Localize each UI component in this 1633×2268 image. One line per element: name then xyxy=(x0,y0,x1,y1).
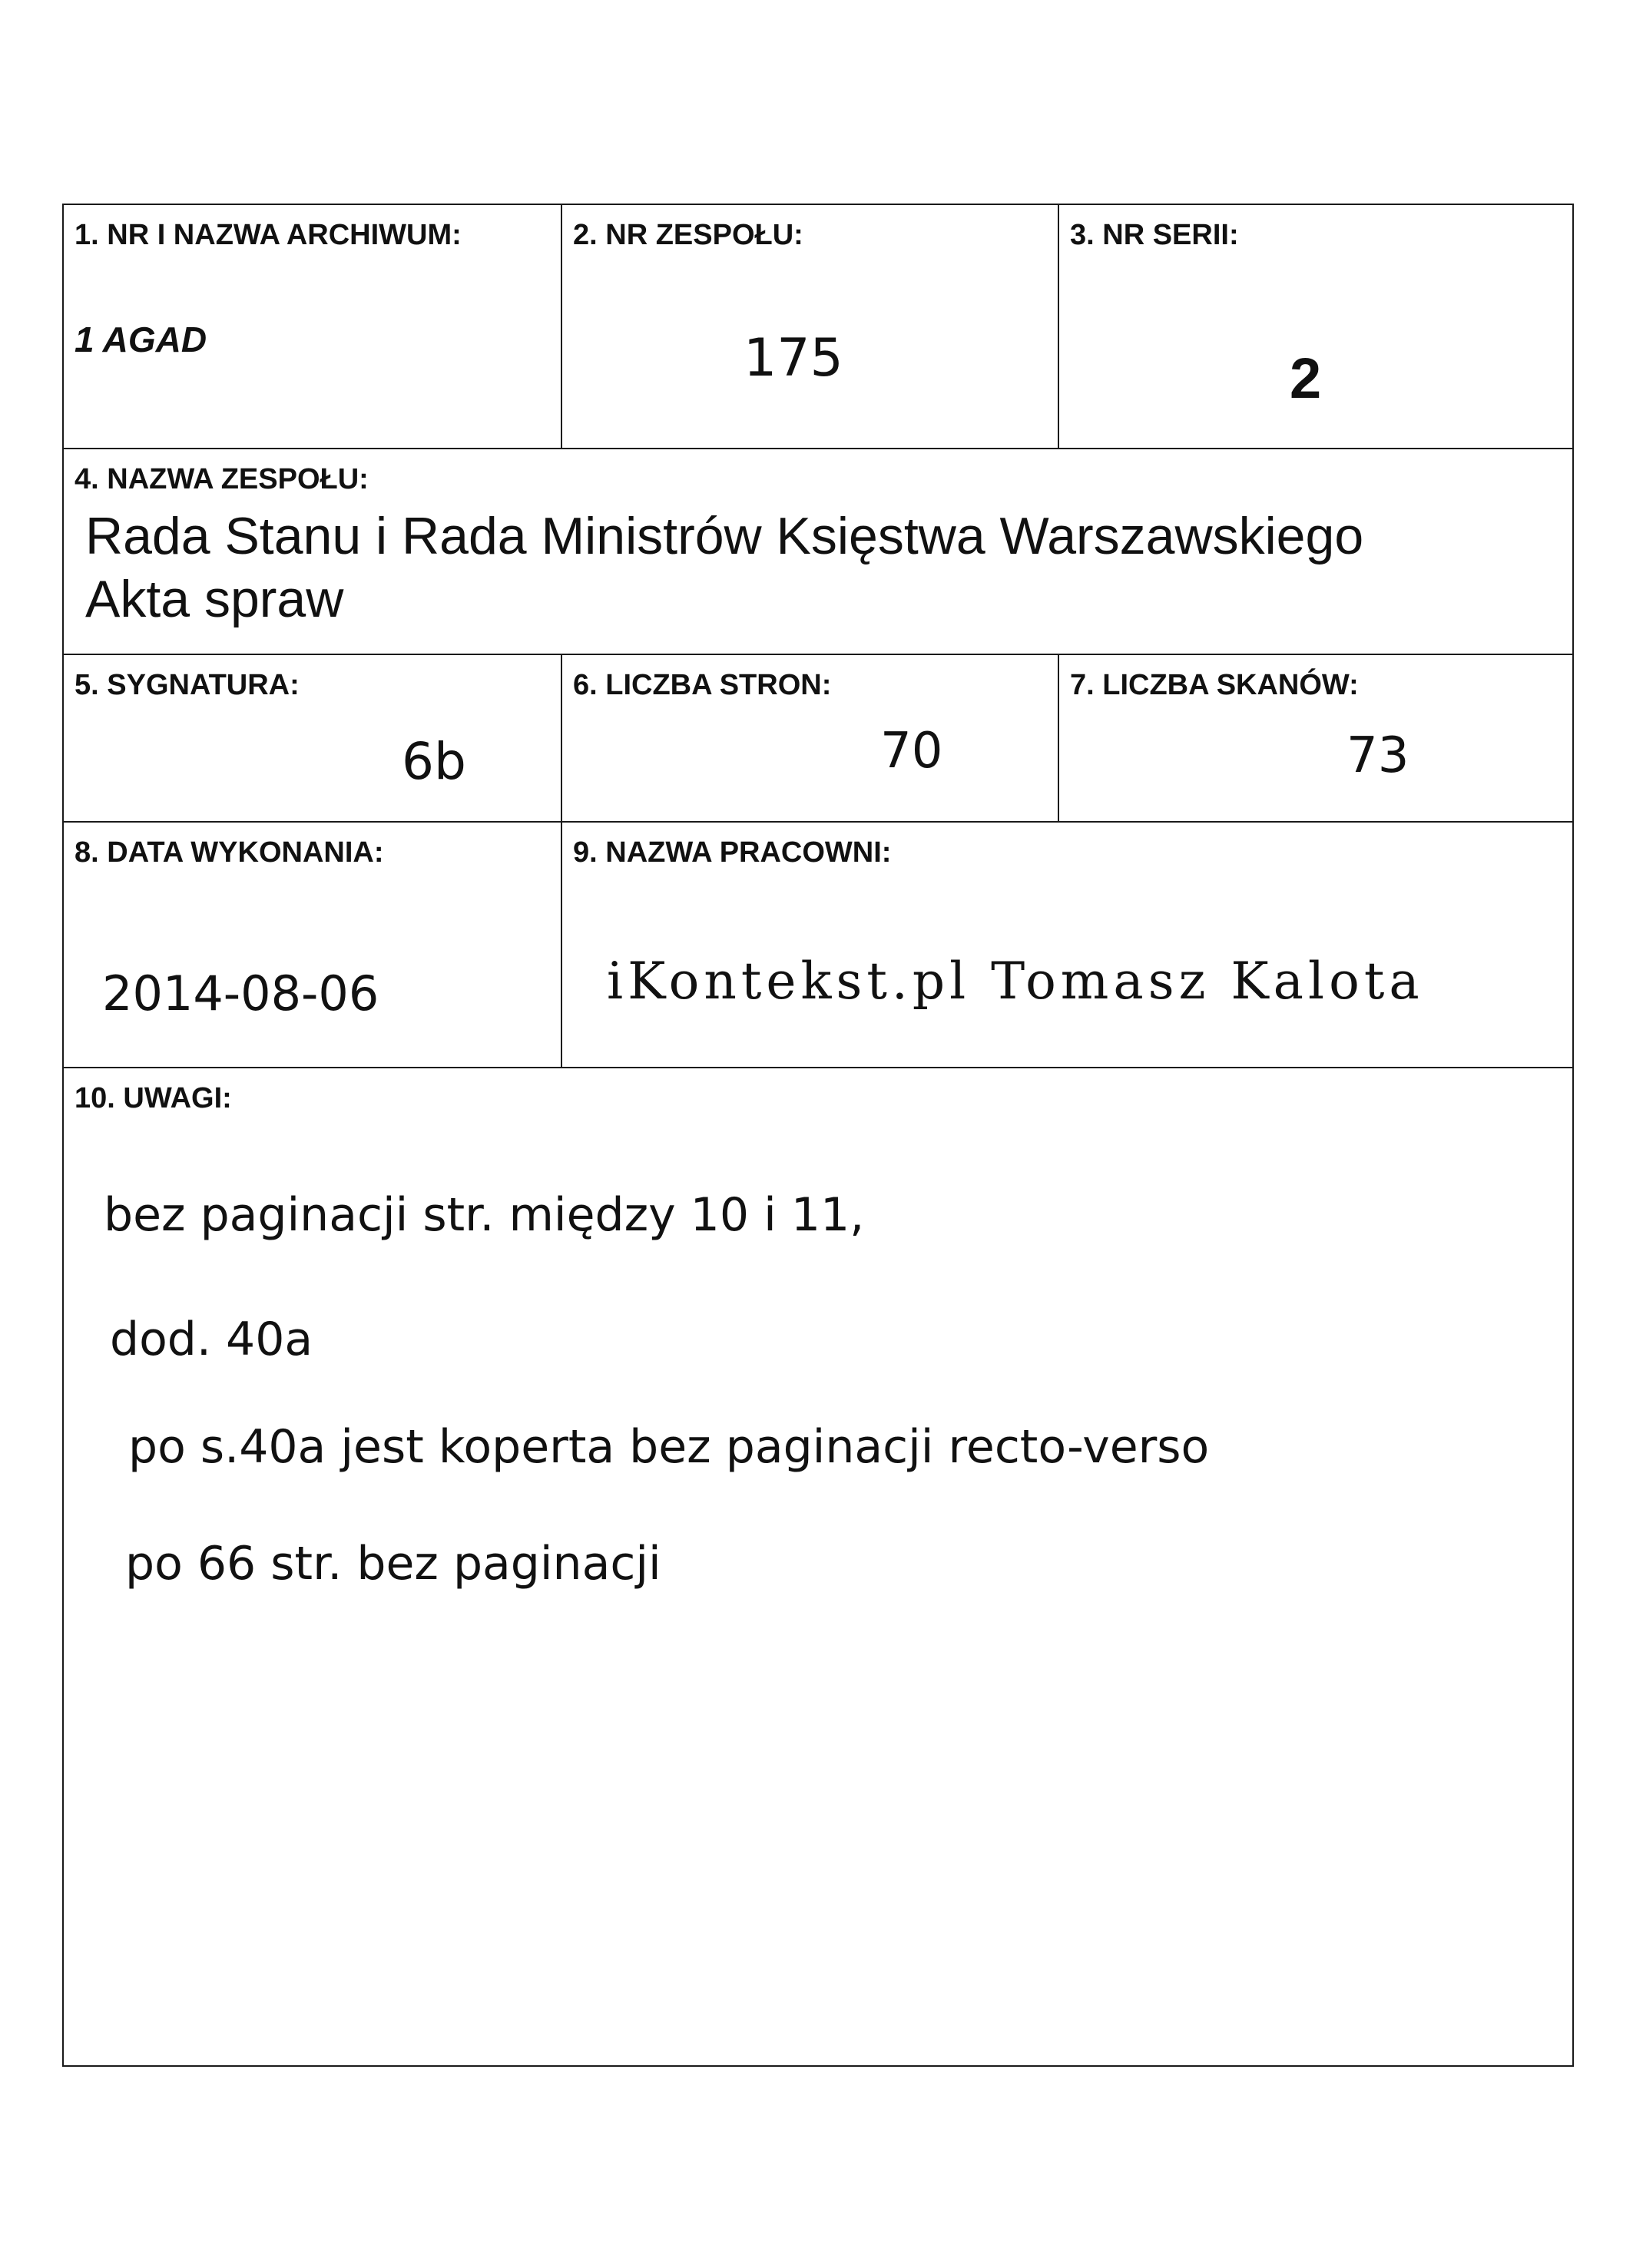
studio-value: iKontekst.pl Tomasz Kalota xyxy=(607,952,1424,1011)
series-number-value: 2 xyxy=(1290,346,1322,410)
form-row-5 xyxy=(64,1068,1572,2065)
fonds-name-cell xyxy=(64,449,1572,654)
notes-label: 10. UWAGI: xyxy=(75,1082,232,1114)
scan-count-label: 7. LICZBA SKANÓW: xyxy=(1070,669,1359,701)
notes-line-1: bez paginacji str. między 10 i 11, xyxy=(104,1188,865,1242)
signature-value: 6b xyxy=(402,732,466,791)
fonds-name-line1: Rada Stanu i Rada Ministrów Księstwa Warszawskiego xyxy=(85,507,1364,565)
notes-line-2: dod. 40a xyxy=(110,1313,313,1366)
date-label: 8. DATA WYKONANIA: xyxy=(75,836,384,869)
archive-form xyxy=(62,204,1574,2067)
fonds-name-label: 4. NAZWA ZESPOŁU: xyxy=(75,463,369,495)
signature-cell xyxy=(64,655,561,821)
form-row-4 xyxy=(64,823,1572,1068)
signature-label: 5. SYGNATURA: xyxy=(75,669,300,701)
form-row-1 xyxy=(64,205,1572,449)
fonds-number-value: 175 xyxy=(744,328,843,389)
form-row-2 xyxy=(64,449,1572,655)
page-count-value: 70 xyxy=(880,723,943,780)
notes-line-3: po s.40a jest koperta bez paginacji recto-verso xyxy=(128,1420,1210,1474)
studio-cell xyxy=(561,823,1572,1067)
form-row-3 xyxy=(64,655,1572,823)
archive-cell xyxy=(64,205,561,448)
page-count-label: 6. LICZBA STRON: xyxy=(573,669,832,701)
archive-value: 1 AGAD xyxy=(75,320,207,359)
fonds-name-line2: Akta spraw xyxy=(85,570,344,628)
fonds-number-cell xyxy=(561,205,1058,448)
studio-label: 9. NAZWA PRACOWNI: xyxy=(573,836,892,869)
scan-count-value: 73 xyxy=(1346,727,1409,784)
notes-cell xyxy=(64,1068,1572,2065)
archive-label: 1. NR I NAZWA ARCHIWUM: xyxy=(75,219,462,251)
fonds-number-label: 2. NR ZESPOŁU: xyxy=(573,219,803,251)
notes-line-4: po 66 str. bez paginacji xyxy=(125,1537,661,1591)
series-number-cell xyxy=(1058,205,1574,448)
scan-count-cell xyxy=(1058,655,1574,821)
page-count-cell xyxy=(561,655,1058,821)
date-cell xyxy=(64,823,561,1067)
date-value: 2014-08-06 xyxy=(102,965,379,1021)
series-number-label: 3. NR SERII: xyxy=(1070,219,1239,251)
